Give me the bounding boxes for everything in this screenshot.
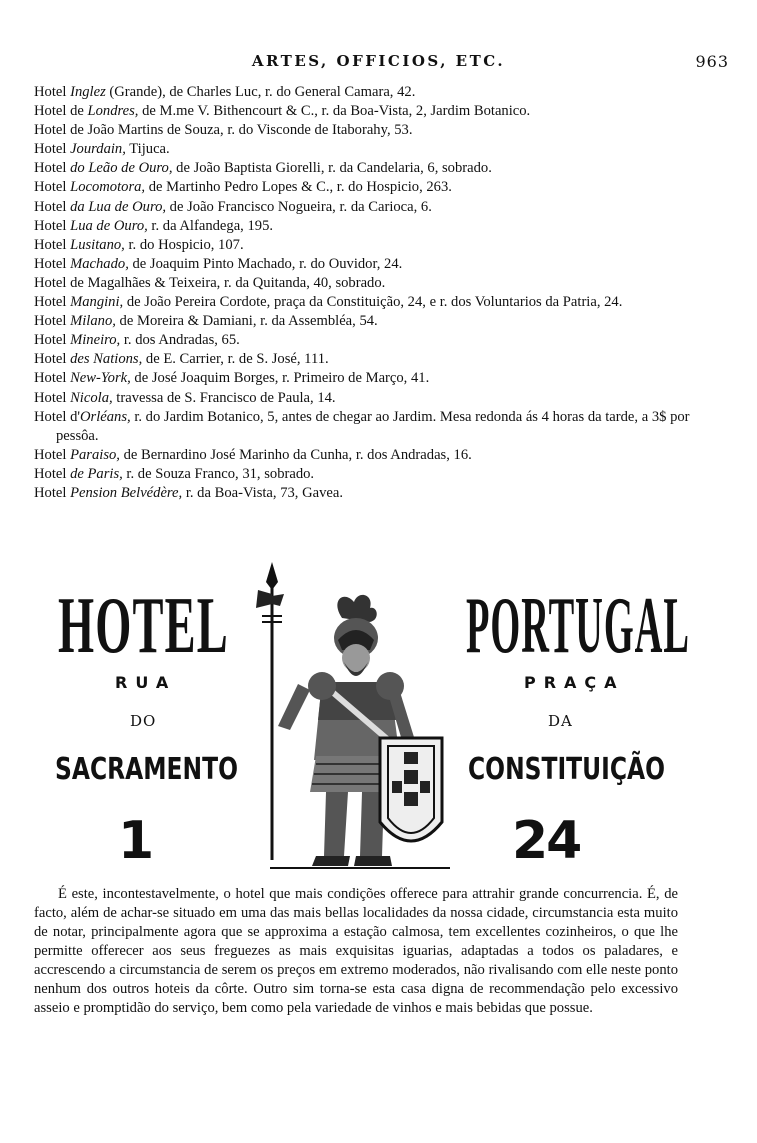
advert-description — [34, 885, 678, 1018]
advert-right-street: CONSTITUIÇÃO — [468, 752, 666, 787]
hotel-name: Machado, — [70, 255, 129, 272]
entry-details: r. da Boa-Vista, 73, Gavea. — [182, 484, 344, 501]
entry-prefix: Hotel — [34, 294, 71, 311]
entry-prefix: Hotel de — [34, 103, 88, 120]
hotel-name: Pension Belvédère, — [70, 484, 183, 501]
entry-prefix: Hotel de Magalhães & Teixeira, — [34, 274, 221, 291]
hotel-entry — [34, 274, 734, 293]
entry-prefix: Hotel d' — [34, 408, 80, 425]
entry-prefix: Hotel de João Martins — [34, 122, 164, 139]
hotel-name: Mineiro, — [70, 332, 121, 349]
hotel-entry — [34, 198, 734, 217]
entry-details: de Moreira & Damiani, r. da Assembléa, 54. — [115, 313, 378, 330]
advert-right-prep: DA — [548, 712, 573, 730]
entry-details: de M.me V. Bithencourt & C., r. da Boa-Vista, 2, Jardim Botanico. — [138, 103, 531, 120]
entry-details: de José Joaquim Borges, r. Primeiro de Março, 41. — [130, 370, 430, 387]
entry-details: r. da Alfandega, 195. — [147, 217, 274, 234]
entry-prefix: Hotel — [34, 84, 71, 100]
page-number: 963 — [695, 52, 729, 71]
hotel-entry — [34, 312, 734, 331]
hotel-entry — [34, 140, 734, 159]
hotel-entry — [34, 255, 734, 274]
advert-left-number: 1 — [118, 811, 155, 871]
hotel-name: Nicola, — [70, 389, 113, 406]
entry-prefix: Hotel — [34, 389, 71, 406]
hotel-name: Locomotora, — [70, 179, 146, 196]
entry-prefix: Hotel — [34, 370, 71, 387]
entry-details: de João Francisco Nogueira, r. da Carioca, 6. — [166, 198, 432, 215]
hotel-name: Orléans, — [80, 408, 131, 425]
hotel-name: Mangini, — [70, 294, 124, 311]
entry-details: Tijuca. — [125, 141, 170, 158]
hotel-name: da Lua de Ouro, — [70, 198, 167, 215]
entry-details: de Martinho Pedro Lopes & C., r. do Hospicio, 263. — [145, 179, 452, 196]
advert-left-word: HOTEL — [58, 582, 229, 670]
hotel-listing — [34, 83, 734, 503]
running-title: ARTES, OFFICIOS, ETC. — [251, 52, 506, 70]
knight-illustration — [250, 560, 470, 880]
entry-prefix: Hotel — [34, 465, 71, 482]
hotel-name: Londres, — [87, 103, 139, 120]
entry-details: de João Baptista Giorelli, r. da Candelaria, 6, sobrado. — [172, 160, 492, 177]
hotel-entry — [34, 408, 734, 446]
hotel-name: Milano, — [70, 313, 116, 330]
entry-prefix: Hotel — [34, 160, 71, 177]
advert-right-street-type: PRAÇA — [524, 673, 625, 692]
page-header — [0, 52, 757, 74]
hotel-entry — [34, 465, 734, 484]
entry-details: de Joaquim Pinto Machado, r. do Ouvidor, 24. — [128, 255, 403, 272]
entry-prefix: Hotel — [34, 332, 71, 349]
advert-left-street-type: RUA — [115, 673, 177, 692]
entry-prefix: Hotel — [34, 446, 71, 463]
hotel-entry — [34, 159, 734, 178]
hotel-entry — [34, 484, 734, 503]
entry-details: de Souza, r. do Visconde de Itaborahy, 53. — [163, 122, 413, 139]
entry-details: (Grande), de Charles Luc, r. do General Camara, 42. — [105, 84, 416, 100]
hotel-name: Jourdain, — [70, 141, 126, 158]
advert-left-prep: DO — [130, 712, 157, 730]
hotel-name: de Paris, — [70, 465, 123, 482]
hotel-entry — [34, 102, 734, 121]
hotel-entry — [34, 350, 734, 369]
entry-prefix: Hotel — [34, 198, 71, 215]
hotel-entry — [34, 369, 734, 388]
hotel-entry — [34, 331, 734, 350]
entry-details: de Bernardino José Marinho da Cunha, r. dos Andradas, 16. — [119, 446, 472, 463]
hotel-name: Paraiso, — [70, 446, 120, 463]
entry-details: de E. Carrier, r. de S. José, 111. — [142, 351, 329, 368]
hotel-entry — [34, 236, 734, 255]
hotel-name: Lua de Ouro, — [70, 217, 148, 234]
entry-prefix: Hotel — [34, 484, 71, 501]
advert-paragraph: É este, incontestavelmente, o hotel que mais condições offerece para attrahir grande concurrencia. É, de facto, além de achar-se situado em uma das mais bellas localidades da nossa cidade, circumstancia esta muito de notar, principalmente agora que se approxima a estação calmosa, tem excellentes cozinheiros, o que lhe permitte offerecer aos seus freguezes as mais exquisitas iguarias, adaptadas a todos os paladares, e accrescendo a circumstancia de serem os preços em extremo moderados, não rivalisando com elle neste ponto nenhum dos outros hoteis da côrte. Outro sim torna-se esta casa digna de recommendação pelo excessivo asseio e promptidão do serviço, bem como pela variedade de vinhos e mais bebidas que possue. — [34, 886, 678, 1016]
hotel-entry — [34, 178, 734, 197]
hotel-portugal-advert — [0, 560, 757, 880]
entry-prefix: Hotel — [34, 351, 71, 368]
advert-right-word: PORTUGAL — [466, 582, 690, 670]
entry-details: r. de Souza Franco, 31, sobrado. — [122, 465, 315, 482]
entry-details: r. do Hospicio, 107. — [124, 236, 244, 253]
advert-right-number: 24 — [512, 811, 581, 871]
advert-left-street: SACRAMENTO — [55, 752, 238, 787]
entry-details: r. dos Andradas, 65. — [120, 332, 240, 349]
entry-details: r. do Jardim Botanico, 5, antes de chegar ao Jardim. Mesa redonda ás 4 horas da tarde, a 3$ por pessôa. — [56, 408, 690, 444]
entry-prefix: Hotel — [34, 236, 71, 253]
entry-prefix: Hotel — [34, 179, 71, 196]
hotel-name: des Nations, — [70, 351, 143, 368]
hotel-entry — [34, 83, 734, 102]
entry-prefix: Hotel — [34, 255, 71, 272]
hotel-entry — [34, 293, 734, 312]
hotel-name: Inglez — [70, 84, 106, 100]
hotel-entry — [34, 121, 734, 140]
hotel-entry — [34, 389, 734, 408]
entry-prefix: Hotel — [34, 313, 71, 330]
entry-details: r. da Quitanda, 40, sobrado. — [220, 274, 386, 291]
entry-details: de João Pereira Cordote, praça da Constituição, 24, e r. dos Voluntarios da Patria, 24. — [123, 294, 623, 311]
entry-prefix: Hotel — [34, 141, 71, 158]
hotel-name: New-York, — [70, 370, 131, 387]
hotel-name: do Leão de Ouro, — [70, 160, 173, 177]
entry-prefix: Hotel — [34, 217, 71, 234]
hotel-entry — [34, 446, 734, 465]
entry-details: travessa de S. Francisco de Paula, 14. — [112, 389, 336, 406]
hotel-entry — [34, 217, 734, 236]
hotel-name: Lusitano, — [70, 236, 125, 253]
